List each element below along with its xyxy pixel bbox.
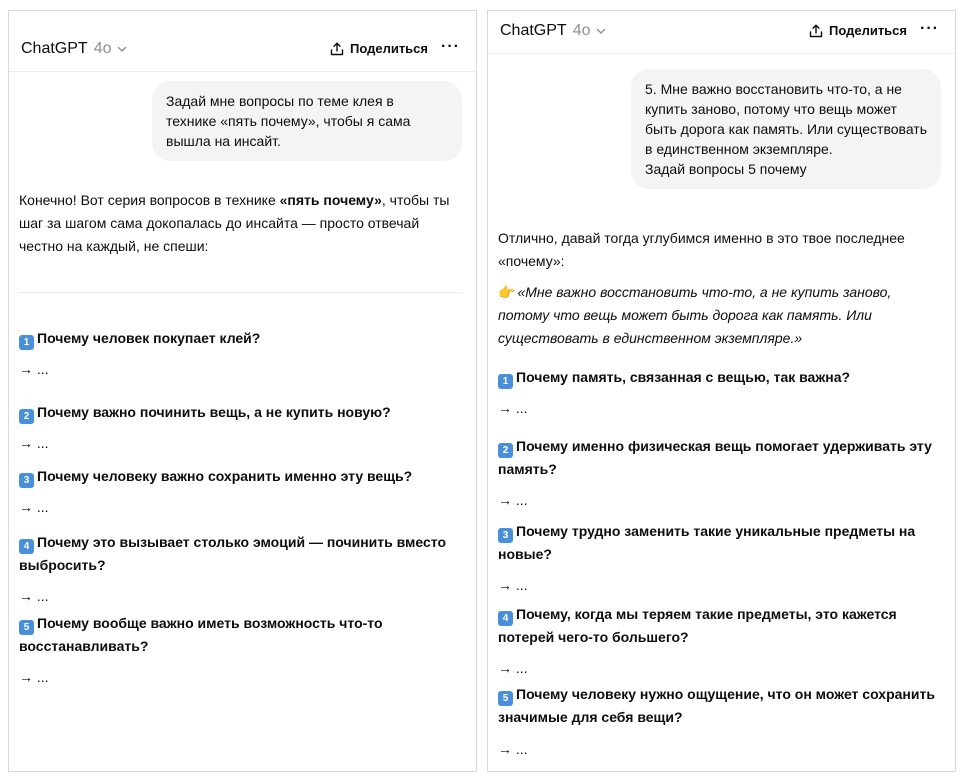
question-2 (19, 401, 462, 424)
keycap-2-icon: 2 (498, 443, 513, 458)
share-label: Поделиться (349, 41, 428, 56)
share-button[interactable] (809, 23, 907, 38)
answer-placeholder-1: → ... (19, 361, 49, 377)
user-message: Задай мне вопросы по теме клея в технике «пять почему», чтобы я сама вышла на инсайт. (152, 81, 462, 161)
question-3 (19, 465, 462, 488)
question-text: Почему память, связанная с вещью, так важна? (516, 369, 851, 385)
question-1 (498, 366, 941, 389)
question-text: Почему человеку важно сохранить именно эту вещь? (37, 468, 413, 484)
share-icon (330, 42, 344, 56)
app-title: ChatGPT (21, 40, 88, 57)
question-3 (498, 520, 941, 566)
quote-text: «Мне важно восстановить что-то, а не купить заново, потому что вещь может быть дорога как память. Или существовать в единственном экземпляре.» (498, 284, 892, 346)
answer-placeholder-1: → ... (498, 400, 528, 416)
question-4 (498, 603, 941, 649)
question-text: Почему это вызывает столько эмоций — починить вместо выбросить? (19, 534, 447, 573)
question-5 (19, 612, 462, 658)
more-options-button[interactable]: ··· (441, 38, 460, 55)
more-options-button[interactable]: ··· (920, 20, 939, 37)
question-text: Почему человек покупает клей? (37, 330, 261, 346)
keycap-3-icon: 3 (498, 528, 513, 543)
keycap-4-icon: 4 (19, 539, 34, 554)
chevron-down-icon (117, 44, 127, 54)
keycap-5-icon: 5 (498, 691, 513, 706)
question-text: Почему вообще важно иметь возможность что-то восстанавливать? (19, 615, 383, 654)
answer-placeholder-4: → ... (19, 588, 49, 604)
chevron-down-icon (596, 26, 606, 36)
answer-placeholder-2: → ... (498, 492, 528, 508)
question-text: Почему человеку нужно ощущение, что он может сохранить значимые для себя вещи? (498, 686, 935, 725)
keycap-4-icon: 4 (498, 611, 513, 626)
keycap-1-icon: 1 (19, 335, 34, 350)
question-2 (498, 435, 941, 481)
question-5 (498, 683, 941, 729)
share-icon (809, 24, 823, 38)
question-4 (19, 531, 462, 577)
keycap-5-icon: 5 (19, 620, 34, 635)
intro-bold: «пять почему» (279, 192, 382, 208)
intro-before: Конечно! Вот серия вопросов в технике (19, 192, 280, 208)
keycap-2-icon: 2 (19, 409, 34, 424)
share-button[interactable] (330, 41, 428, 56)
question-1 (19, 327, 462, 350)
intro-after: , чтобы ты шаг за шагом сама докопалась до инсайта — просто отвечай честно на каждый, не спеши: (19, 192, 450, 254)
question-text: Почему, когда мы теряем такие предметы, это кажется потерей чего-то большего? (498, 606, 897, 645)
assistant-intro (19, 189, 462, 258)
keycap-1-icon: 1 (498, 374, 513, 389)
pointing-finger-icon: 👉 (498, 284, 516, 300)
question-text: Почему именно физическая вещь помогает удерживать эту память? (498, 438, 932, 477)
answer-placeholder-3: → ... (19, 499, 49, 515)
app-title: ChatGPT (500, 22, 567, 39)
assistant-intro: Отлично, давай тогда углубимся именно в это твое последнее «почему»: (498, 230, 905, 269)
chat-header (488, 11, 955, 54)
model-version: 4o (572, 22, 591, 39)
model-selector[interactable] (500, 22, 606, 40)
question-text: Почему важно починить вещь, а не купить новую? (37, 404, 391, 420)
answer-placeholder-2: → ... (19, 435, 49, 451)
model-selector[interactable] (21, 40, 127, 58)
user-message: 5. Мне важно восстановить что-то, а не купить заново, потому что вещь может быть дорога как память. Или существовать в единственном экземпляре. Задай вопросы 5 почему (631, 69, 941, 189)
answer-placeholder-5: → ... (19, 669, 49, 685)
answer-placeholder-4: → ... (498, 660, 528, 676)
answer-placeholder-5: → ... (498, 741, 528, 757)
assistant-quote (498, 281, 941, 350)
chat-panel-left (8, 10, 477, 772)
answer-placeholder-3: → ... (498, 577, 528, 593)
keycap-3-icon: 3 (19, 473, 34, 488)
question-text: Почему трудно заменить такие уникальные предметы на новые? (498, 523, 916, 562)
chat-header (9, 11, 476, 72)
chat-panel-right (487, 10, 956, 772)
model-version: 4o (93, 40, 112, 57)
divider (19, 292, 462, 293)
share-label: Поделиться (828, 23, 907, 38)
